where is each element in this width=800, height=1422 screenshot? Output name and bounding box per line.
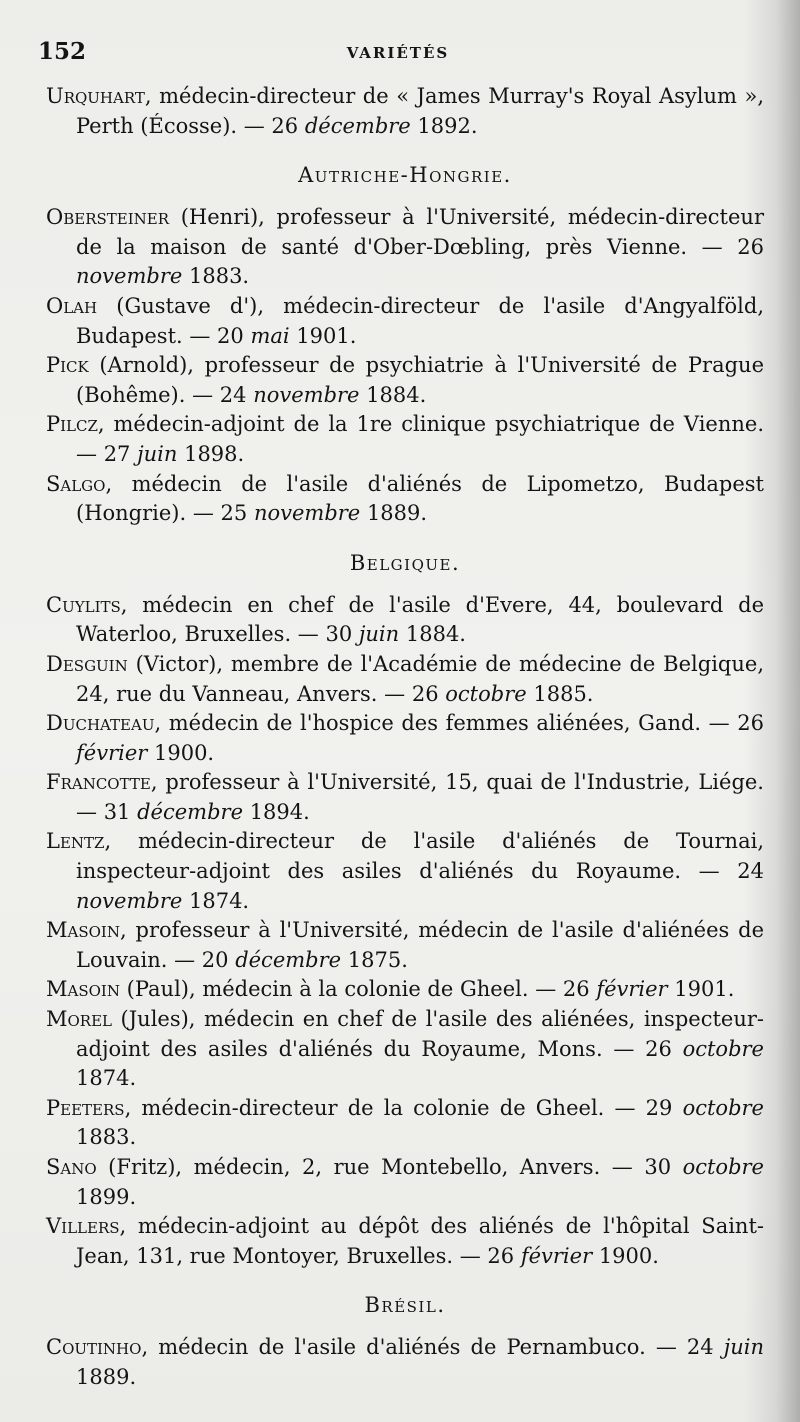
entry-name: Morel (46, 1007, 113, 1032)
entry-text: , médecin-adjoint de la 1re clinique psychiatrique de Vienne. — (76, 412, 764, 466)
entry-obersteiner (46, 203, 764, 292)
entry-date-day: 26 (411, 681, 439, 706)
entry-date-year: 1874. (188, 888, 250, 913)
entry-date-month: juin (723, 1335, 764, 1360)
entry-name: Coutinho (46, 1335, 142, 1360)
entry-text: , professeur à l'Université, 15, quai de l'Industrie, Liége. — (76, 770, 764, 824)
entry-morel (46, 1005, 764, 1094)
entry-masoin-paul (46, 975, 764, 1005)
entry-date-day: 24 (219, 382, 247, 407)
entry-date-month: novembre (253, 501, 361, 526)
entry-text: , médecin-directeur de l'asile d'aliénés de Tournai, inspecteur-adjoint des asiles d'aliénés du Royaume. — (76, 829, 764, 884)
entry-date-year: 1889. (366, 501, 428, 526)
entry-text: (Paul), médecin à la colonie de Gheel. — (119, 977, 563, 1002)
entry-francotte (46, 768, 764, 827)
running-head: VARIÉTÉS (346, 44, 450, 62)
entry-date-day: 30 (644, 1155, 672, 1179)
entry-date-month: décembre (304, 113, 411, 138)
entry-date-month: décembre (137, 799, 243, 824)
entry-date-month: octobre (682, 1036, 764, 1061)
entry-name: Pick (46, 353, 89, 378)
entry-date-month: octobre (445, 681, 527, 706)
entry-name: Olah (46, 293, 98, 318)
entry-text: , médecin-directeur de « James Murray's Royal Asylum », Perth (Écosse). — (76, 84, 764, 138)
entry-date-year: 1874. (76, 1066, 137, 1091)
entry-date-year: 1900. (598, 1243, 659, 1268)
entry-date-day: 26 (645, 1036, 672, 1061)
entry-masoin (46, 916, 764, 975)
entry-desguin (46, 650, 764, 709)
entry-date-day: 29 (645, 1095, 673, 1120)
entry-date-month: février (596, 977, 668, 1002)
entry-date-month: octobre (682, 1155, 764, 1179)
entry-date-year: 1900. (153, 740, 215, 765)
entry-date-year: 1889. (76, 1364, 137, 1389)
entry-name: Cuylits (46, 592, 121, 617)
entry-name: Urquhart (46, 84, 145, 108)
entry-villers (46, 1212, 764, 1271)
entry-date-day: 20 (201, 947, 229, 972)
entry-text: (Victor), membre de l'Académie de médecine de Belgique, 24, rue du Vanneau, Anvers. — (76, 651, 764, 706)
entry-date-day: 26 (562, 977, 590, 1002)
page-header (38, 38, 758, 74)
entry-date-year: 1883. (188, 264, 250, 289)
section-heading-belgique: Belgique. (349, 550, 461, 575)
entry-text: , médecin de l'asile d'aliénés de Lipometzo, Budapest (Hongrie). — (76, 471, 764, 526)
entry-name: Sano (46, 1155, 97, 1179)
entry-date-day: 31 (103, 799, 131, 824)
entry-peeters (46, 1094, 764, 1153)
entry-text: (Gustave d'), médecin-directeur de l'asile d'Angyalföld, Budapest. — (76, 293, 764, 348)
entry-date-year: 1894. (249, 799, 310, 824)
entry-text: , médecin en chef de l'asile d'Evere, 44, boulevard de Waterloo, Bruxelles. — (76, 592, 764, 647)
entry-name: Masoin (46, 918, 120, 943)
entry-date-year: 1883. (76, 1125, 137, 1150)
entry-salgo (46, 470, 764, 529)
entry-duchateau (46, 709, 764, 768)
entry-name: Desguin (46, 651, 128, 676)
entry-date-day: 26 (737, 234, 764, 259)
entry-date-year: 1901. (674, 977, 735, 1002)
entry-date-day: 25 (220, 501, 248, 526)
entry-date-day: 26 (271, 113, 299, 138)
entry-name: Masoin (46, 977, 120, 1002)
entry-name: Peeters (46, 1095, 125, 1120)
entry-date-month: novembre (253, 382, 360, 407)
entry-date-month: février (76, 740, 148, 765)
entry-sano (46, 1153, 764, 1212)
entry-date-month: novembre (76, 888, 183, 913)
entry-olah (46, 292, 764, 351)
entry-date-day: 20 (217, 323, 244, 348)
entry-text: , médecin de l'hospice des femmes aliénées, Gand. — (154, 711, 738, 736)
entry-date-year: 1875. (347, 947, 408, 972)
page-body (46, 82, 764, 1393)
entry-coutinho (46, 1333, 764, 1392)
entry-name: Salgo (46, 471, 106, 496)
entry-name: Francotte (46, 770, 151, 795)
entry-pilcz (46, 410, 764, 469)
section-heading-autriche-hongrie: Autriche-Hongrie. (298, 163, 512, 188)
entry-text: , médecin-adjoint au dépôt des aliénés de l'hôpital Saint-Jean, 131, rue Montoyer, Bruxelles. — (76, 1214, 764, 1268)
entry-text: (Fritz), médecin, 2, rue Montebello, Anvers. — (96, 1155, 645, 1179)
entry-date-month: juin (137, 441, 178, 466)
entry-name: Duchateau (46, 711, 155, 736)
entry-date-month: octobre (682, 1095, 764, 1120)
entry-text: , médecin-directeur de la colonie de Gheel. — (124, 1095, 646, 1120)
page-number: 152 (38, 38, 87, 65)
entry-date-month: juin (358, 622, 400, 647)
entry-date-day: 24 (686, 1335, 714, 1360)
entry-name: Obersteiner (46, 205, 170, 230)
entry-date-day: 24 (737, 859, 764, 884)
entry-text: (Henri), professeur à l'Université, médecin-directeur de la maison de santé d'Ober-Dœbling, près Vienne. — (76, 205, 764, 259)
entry-lentz (46, 827, 764, 916)
entry-text: , médecin de l'asile d'aliénés de Pernambuco. — (141, 1335, 687, 1360)
entry-date-year: 1884. (405, 622, 466, 647)
entry-date-month: décembre (235, 947, 342, 972)
entry-pick (46, 351, 764, 410)
entry-name: Pilcz (46, 412, 98, 437)
entry-name: Villers (46, 1214, 120, 1239)
entry-date-day: 30 (325, 622, 353, 647)
entry-text: (Jules), médecin en chef de l'asile des aliénées, inspecteur-adjoint des asiles d'aliénés du Royaume, Mons. — (76, 1007, 764, 1061)
entry-cuylits (46, 591, 764, 650)
entry-date-month: février (520, 1243, 593, 1268)
entry-date-year: 1899. (76, 1184, 137, 1209)
section-heading-bresil: Brésil. (364, 1293, 446, 1318)
entry-date-day: 26 (487, 1243, 515, 1268)
entry-date-year: 1898. (184, 441, 245, 466)
entry-date-day: 27 (103, 441, 131, 466)
entry-urquhart (46, 82, 764, 141)
entry-date-month: novembre (76, 264, 183, 289)
entry-date-year: 1901. (296, 323, 357, 348)
entry-date-day: 26 (737, 711, 764, 736)
entry-text: (Arnold), professeur de psychiatrie à l'Université de Prague (Bohême). — (76, 353, 764, 407)
entry-date-month: mai (250, 323, 290, 348)
entry-date-year: 1885. (533, 681, 594, 706)
entry-date-year: 1892. (417, 113, 478, 138)
entry-name: Lentz (46, 829, 105, 854)
entry-text: , professeur à l'Université, médecin de l'asile d'aliénées de Louvain. — (76, 918, 764, 972)
entry-date-year: 1884. (366, 382, 427, 407)
